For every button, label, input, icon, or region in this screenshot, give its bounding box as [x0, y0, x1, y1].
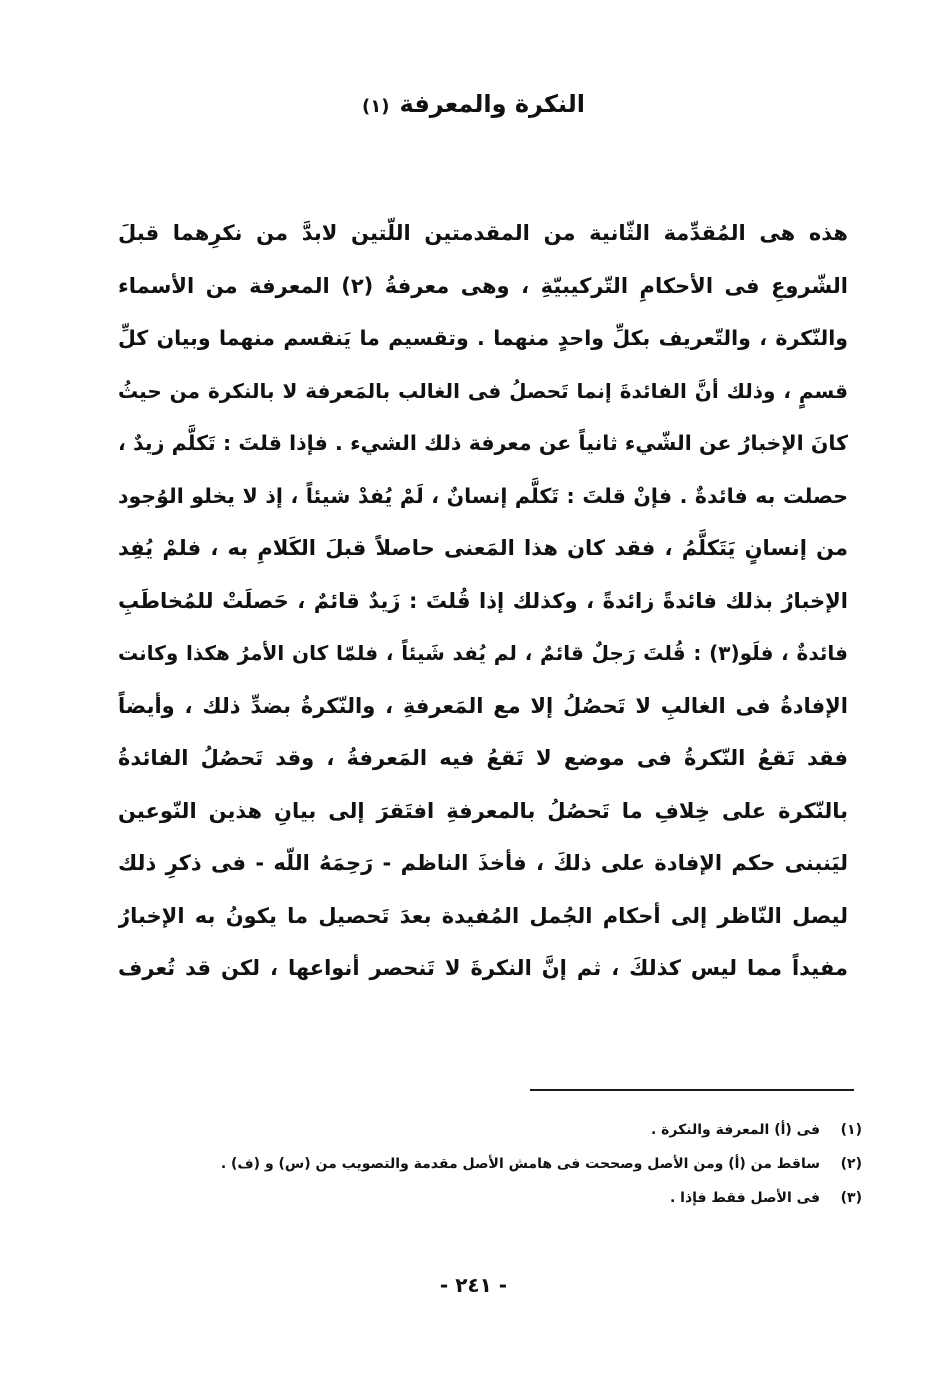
- body-line: الإفادةُ فى الغالبِ لا تَحصُلُ إلا مع المَعرفةِ ، والنّكرةُ بضدِّ ذلك ، وأيضاً: [118, 693, 848, 718]
- page-title-text: النكرة والمعرفة: [399, 90, 585, 118]
- page-title: [0, 86, 947, 125]
- body-paragraph: [118, 207, 848, 995]
- footnote-item: [150, 1181, 862, 1215]
- body-line: ليصل النّاظر إلى أحكام الجُمل المُفيدة بعدَ تَحصيل ما يكونُ به الإخبارُ: [118, 903, 848, 928]
- body-line: ليَنبنى حكم الإفادة على ذلكَ ، فأخذَ الناظم - رَحِمَهُ اللّه - فى ذكرِ ذلك: [118, 851, 848, 875]
- footnote-item: [150, 1147, 862, 1181]
- body-line: قسمٍ ، وذلك أنَّ الفائدةَ إنما تَحصلُ فى الغالب بالمَعرفة لا بالنكرة من حيثُ: [118, 378, 848, 403]
- title-footnote-ref: (١): [362, 96, 390, 117]
- body-line: هذه هى المُقدِّمة الثّانية من المقدمتين اللّتين لابدَّ من نكرِهما قبلَ: [118, 221, 848, 245]
- body-line: فائدةٌ ، فلَو(٣) : قُلتَ رَجلٌ قائمٌ ، لم يُفد شَيئاً ، فلمّا كان الأمرُ هكذا وكانت: [118, 641, 848, 665]
- body-line: الشّروعِ فى الأحكامِ التّركيبيّةِ ، وهى معرفةُ (٢) المعرفة من الأسماء: [118, 273, 848, 298]
- body-line: والنّكرة ، والتّعريف بكلِّ واحدٍ منهما . وتقسيم ما يَنقسم منهما وبيان كلِّ: [118, 326, 848, 350]
- footnotes: [150, 1113, 862, 1215]
- footnote-item: [150, 1113, 862, 1147]
- footnote-separator: [530, 1089, 854, 1091]
- body-line: من إنسانٍ يَتَكلَّمُ ، فقد كان هذا المَعنى حاصلاً قبلَ الكَلامِ به ، فلمْ يُفِد: [118, 536, 848, 560]
- body-line: بالنّكرة على خِلافِ ما تَحصُلُ بالمعرفةِ افتَقرَ إلى بيانِ هذين النّوعين: [118, 798, 848, 823]
- footnote-number: (١): [840, 1122, 862, 1138]
- body-line: حصلت به فائدةٌ . فإنْ قلتَ : تَكلَّم إنسانٌ ، لَمْ يُفدْ شيئاً ، إذ لا يخلو الوُجود: [118, 483, 848, 508]
- body-line: فقد تَقعُ النّكرةُ فى موضع لا تَقعُ فيه المَعرفةُ ، وقد تَحصُلُ الفائدةُ: [118, 746, 848, 770]
- footnote-text: ساقط من (أ) ومن الأصل وصححت فى هامش الأصل مقدمة والتصويب من (س) و (ف) .: [220, 1156, 820, 1172]
- footnote-number: (٣): [840, 1190, 862, 1206]
- body-line: كانَ الإخبارُ عن الشّيء ثانياً عن معرفة ذلك الشيء . فإذا قلتَ : تَكلَّم زيدٌ ،: [118, 431, 848, 455]
- footnote-text: فى (أ) المعرفة والنكرة .: [650, 1122, 820, 1138]
- footnote-number: (٢): [840, 1156, 862, 1172]
- page-number: - ٢٤١ -: [439, 1273, 508, 1297]
- footnote-text: فى الأصل فقط فإذا .: [669, 1190, 820, 1206]
- body-line: الإخبارُ بذلك فائدةً زائدةً ، وكذلك إذا قُلتَ : زَيدٌ قائمٌ ، حَصلَتْ للمُخاطَبِ: [118, 588, 848, 613]
- body-line: مفيداً مما ليس كذلكَ ، ثم إنَّ النكرةَ لا تَنحصر أنواعها ، لكن قد تُعرف: [118, 956, 848, 980]
